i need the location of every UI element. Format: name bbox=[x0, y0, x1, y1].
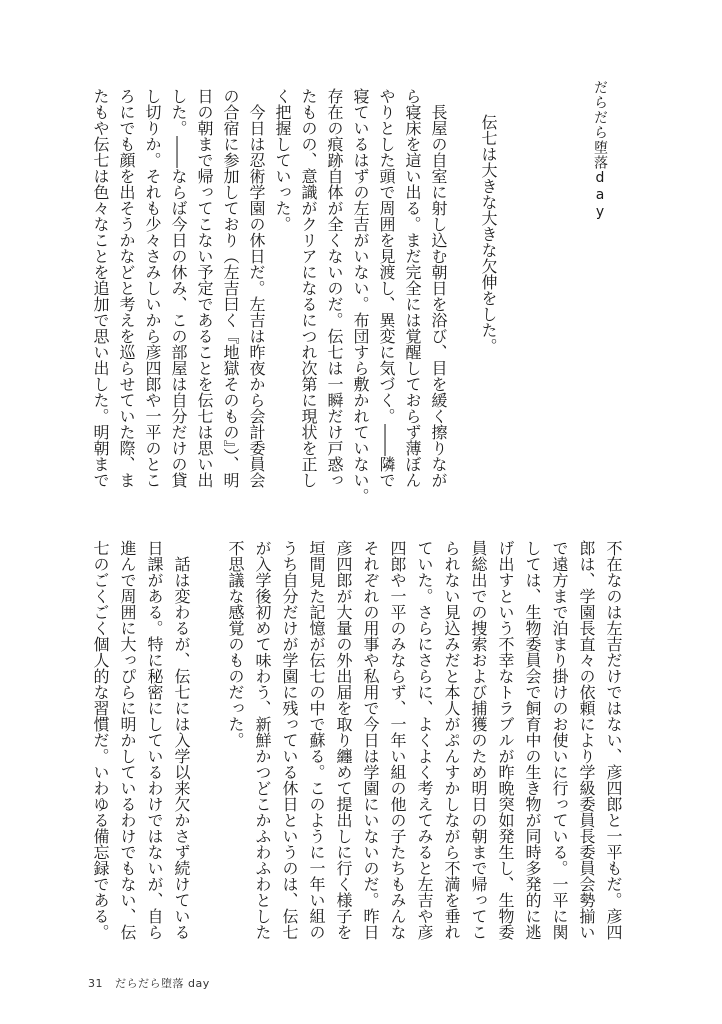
text-column: 彦四郎が大量の外出届を取り纏めて提出しに行く様子を bbox=[334, 540, 353, 940]
lead-sentence bbox=[475, 98, 501, 354]
text-column: 寝ているはずの左吉がいない。布団すら敷かれていない。 bbox=[351, 88, 370, 504]
text-column: 伝七は大きな大きな欠伸をした。 bbox=[479, 114, 498, 354]
text-column: 話は変わるが、伝七には入学以来欠かさず続けている bbox=[172, 556, 191, 940]
text-column: した。――ならば今日の休み、この部屋は自分だけの貸 bbox=[169, 88, 188, 488]
page-number: 31 bbox=[88, 977, 103, 990]
running-title: だらだら堕落day bbox=[592, 80, 608, 221]
text-column: し切りか。それも少々さみしいから彦四郎や一平のとこ bbox=[143, 88, 162, 488]
text-column: 員総出での捜索および捕獲のため明日の朝まで帰ってこ bbox=[469, 540, 488, 940]
footer-title: だらだら堕落 day bbox=[115, 977, 210, 990]
page-footer bbox=[88, 975, 210, 991]
text-column: たものの、意識がクリアになるにつれ次第に現状を正し bbox=[299, 88, 318, 488]
text-column: 四郎や一平のみならず、一年い組の他の子たちもみんな bbox=[388, 540, 407, 940]
text-column: たもや伝七は色々なことを追加で思い出した。明朝まで bbox=[91, 88, 110, 488]
text-column: うち自分だけが学園に残っている休日というのは、伝七 bbox=[280, 540, 299, 940]
text-column: の合宿に参加しており（左吉曰く『地獄そのもの』）、明 bbox=[221, 88, 240, 488]
text-column: やりとした頭で周囲を見渡し、異変に気づく。――隣で bbox=[377, 88, 396, 488]
text-column: それぞれの用事や私用で今日は学園にいないのだ。昨日 bbox=[361, 540, 380, 940]
text-column: 不在なのは左吉だけではない、彦四郎と一平もだ。彦四 bbox=[604, 540, 623, 940]
text-column: 今日は忍術学園の休日だ。左吉は昨夜から会計委員会 bbox=[247, 104, 266, 488]
text-column: ら寝床を這い出る。まだ完全には覚醒しておらず薄ぼん bbox=[403, 88, 422, 488]
text-column: 垣間見た記憶が伝七の中で蘇る。このように一年い組の bbox=[307, 540, 326, 940]
text-column: で遠方まで泊まり掛けのお使いに行っている。一平に関 bbox=[550, 540, 569, 940]
body-text-top bbox=[87, 88, 451, 504]
text-column: ていた。さらにさらに、よくよく考えてみると左吉や彦 bbox=[415, 540, 434, 940]
text-column: 存在の痕跡自体が全くないのだ。伝七は一瞬だけ戸惑っ bbox=[325, 88, 344, 488]
text-column: 進んで周囲に大っぴらに明かしているわけでもない、伝 bbox=[118, 540, 137, 940]
text-column: が入学後初めて味わう、新鮮かつどこかふわふわとした bbox=[253, 540, 272, 940]
text-column: 日の朝まで帰ってこない予定であることを伝七は思い出 bbox=[195, 88, 214, 488]
text-column: 日課がある。特に秘密にしているわけではないが、自ら bbox=[145, 540, 164, 940]
text-column: げ出すという不幸なトラブルが昨晩突如発生し、生物委 bbox=[496, 540, 515, 940]
body-text-bottom bbox=[87, 540, 627, 940]
text-column: られない見込みだと本人がぷんすかしながら不満を垂れ bbox=[442, 540, 461, 940]
text-column: 不思議な感覚のものだった。 bbox=[226, 540, 245, 748]
text-column: しては、生物委員会で飼育中の生き物が同時多発的に逃 bbox=[523, 540, 542, 940]
text-column: 郎は、学園長直々の依頼により学級委員長委員会勢揃い bbox=[577, 540, 596, 940]
text-column: 七のごくごく個人的な習慣だ。いわゆる備忘録である。 bbox=[91, 540, 110, 940]
text-column: く把握していった。 bbox=[273, 88, 292, 232]
text-column: ろにでも顔を出そうかなどと考えを巡らせていた際、ま bbox=[117, 88, 136, 488]
paragraph-gap bbox=[195, 540, 222, 541]
text-column: 長屋の自室に射し込む朝日を浴び、目を緩く擦りなが bbox=[429, 104, 448, 488]
